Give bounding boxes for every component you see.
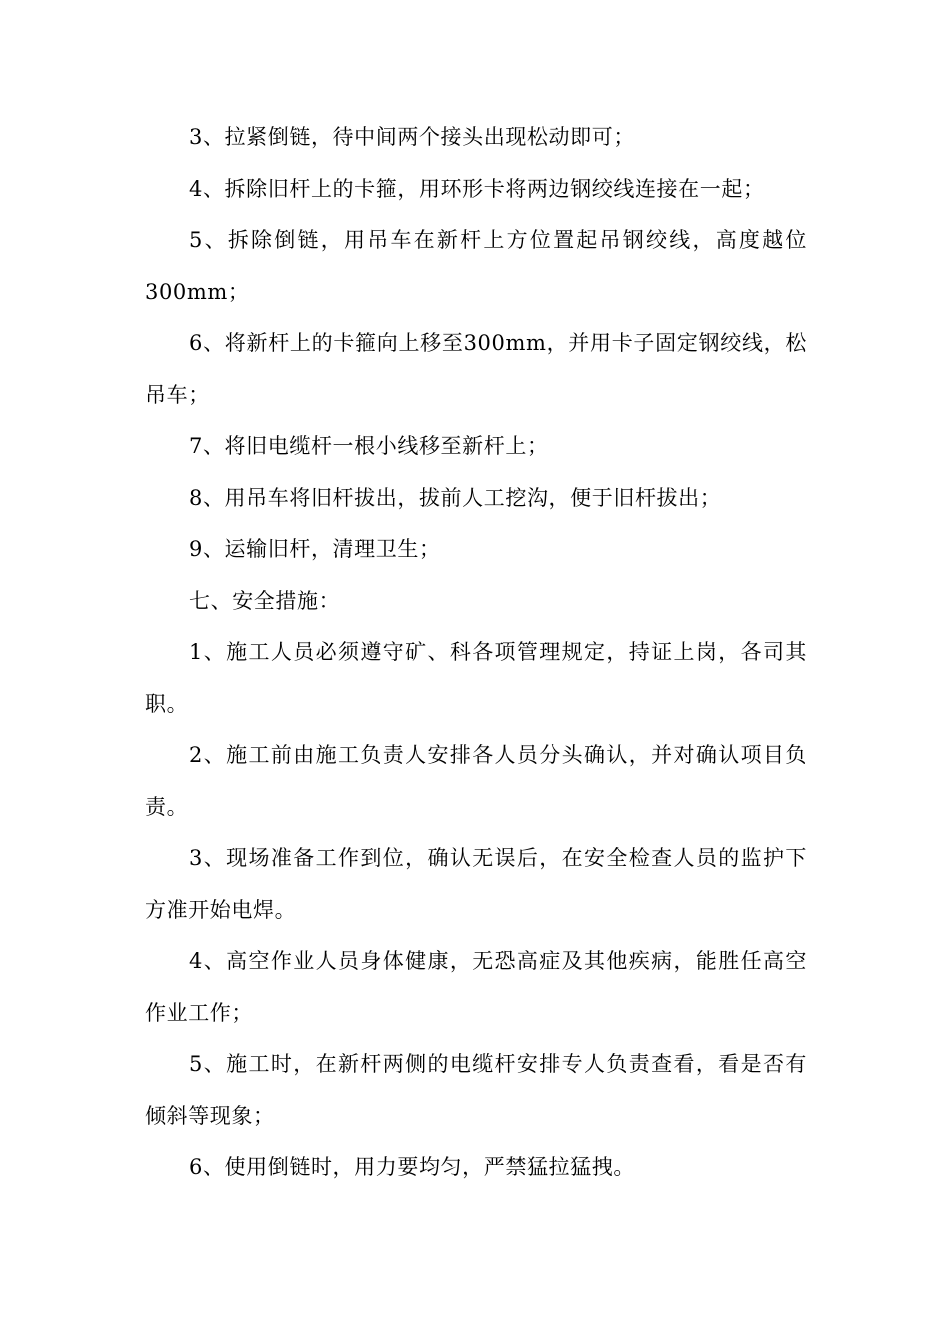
paragraph-step-8: 8、用吊车将旧杆拔出，拔前人工挖沟，便于旧杆拔出； — [189, 485, 722, 510]
paragraph-step-3: 3、拉紧倒链，待中间两个接头出现松动即可； — [189, 125, 635, 149]
paragraph-step-7: 7、将旧电缆杆一根小线移至新杆上； — [189, 434, 549, 458]
paragraph-safety-4: 4、高空作业人员身体健康，无恐高症及其他疾病，能胜任高空作业工作； — [145, 949, 807, 1025]
paragraph-safety-6: 6、使用倒链时，用力要均匀，严禁猛拉猛拽。 — [189, 1155, 635, 1179]
section-heading-safety: 七、安全措施： — [189, 588, 341, 613]
paragraph-safety-5: 5、施工时，在新杆两侧的电缆杆安排专人负责查看，看是否有倾斜等现象； — [145, 1052, 807, 1128]
paragraph-safety-1: 1、施工人员必须遵守矿、科各项管理规定，持证上岗，各司其职。 — [145, 640, 807, 716]
paragraph-step-5: 5、拆除倒链，用吊车在新杆上方位置起吊钢绞线，高度越位300mm； — [145, 228, 807, 304]
paragraph-safety-2: 2、施工前由施工负责人安排各人员分头确认，并对确认项目负责。 — [145, 743, 807, 819]
paragraph-step-6: 6、将新杆上的卡箍向上移至300mm，并用卡子固定钢绞线，松吊车； — [145, 331, 807, 407]
document-body — [145, 112, 807, 1194]
paragraph-safety-3: 3、现场准备工作到位，确认无误后，在安全检查人员的监护下方准开始电焊。 — [145, 846, 807, 922]
paragraph-step-4: 4、拆除旧杆上的卡箍，用环形卡将两边钢绞线连接在一起； — [189, 176, 765, 201]
paragraph-step-9: 9、运输旧杆，清理卫生； — [189, 537, 441, 561]
